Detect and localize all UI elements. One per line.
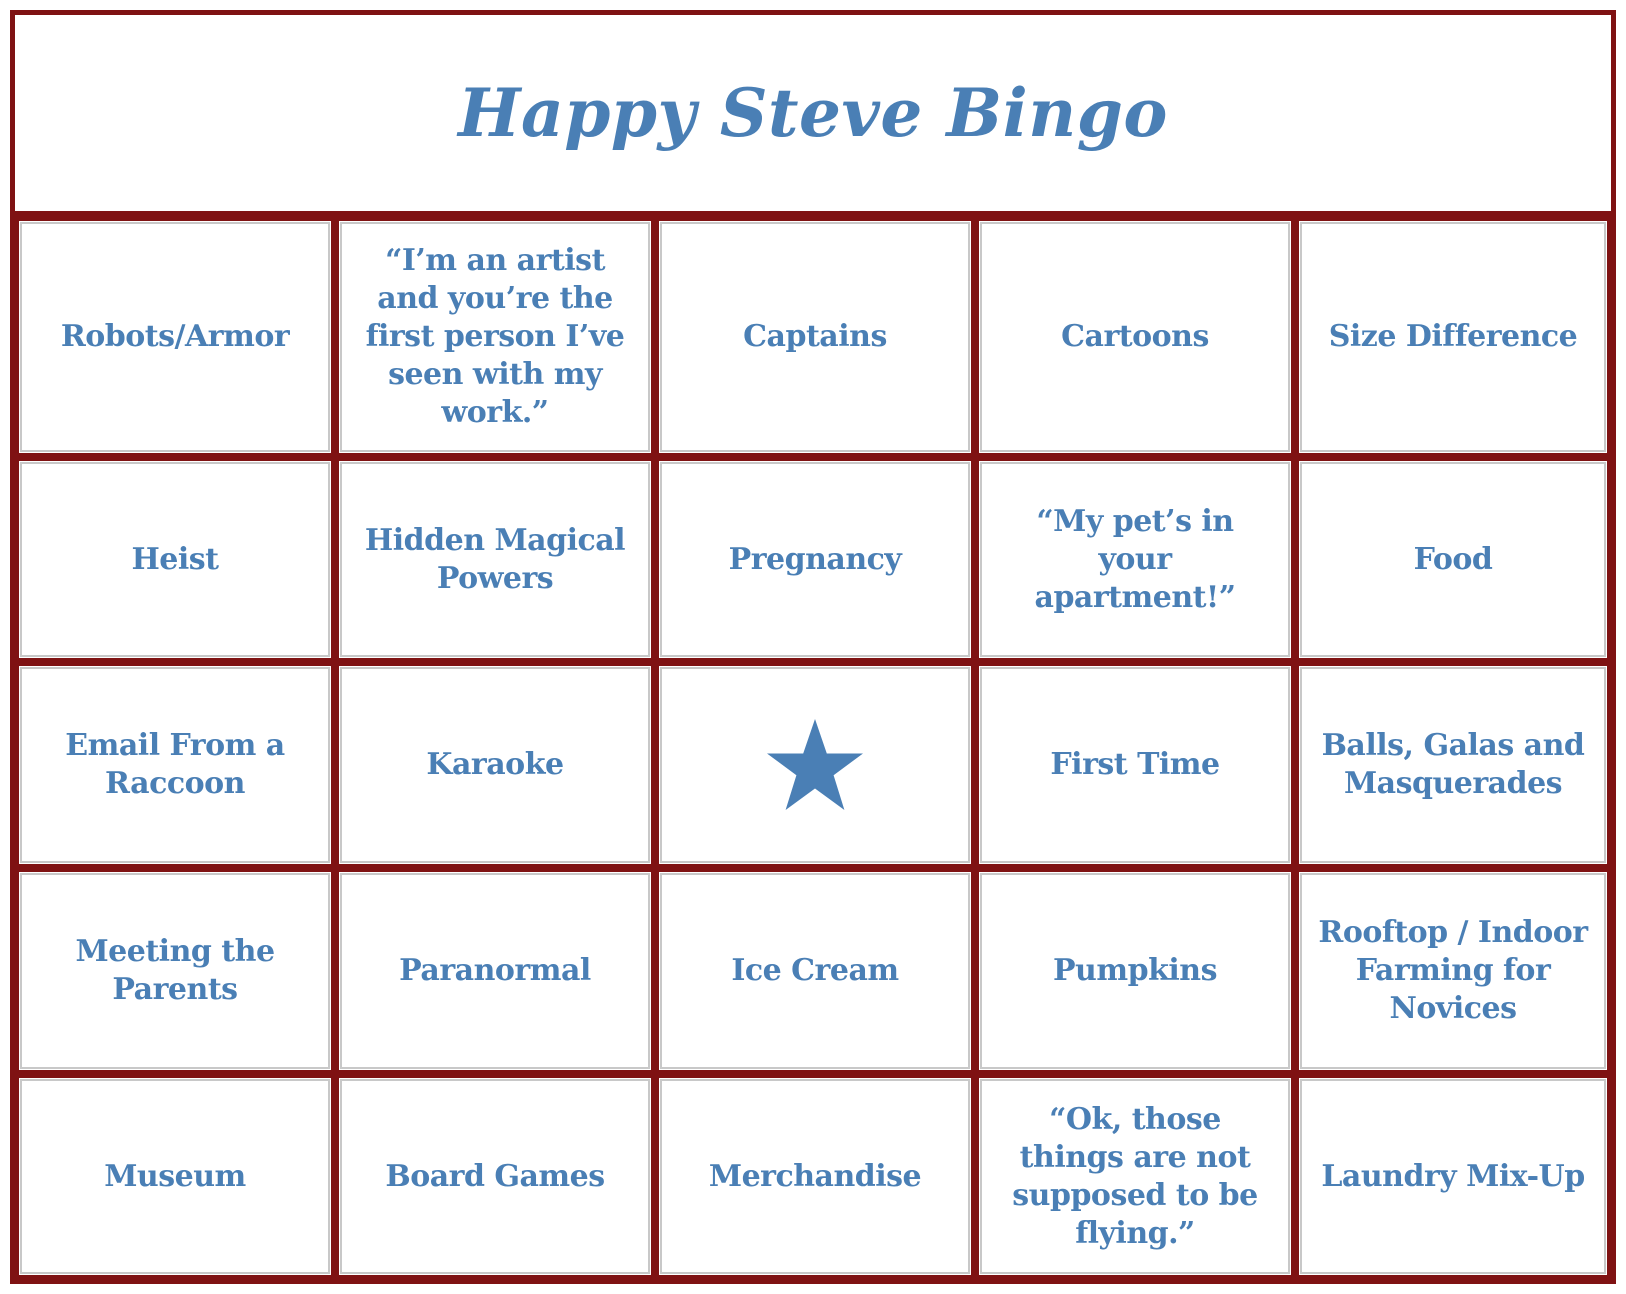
bingo-cell[interactable] — [1295, 662, 1611, 868]
bingo-cell[interactable] — [655, 217, 975, 457]
cell-label: Paranormal — [399, 953, 591, 988]
bingo-cell[interactable] — [15, 1074, 335, 1279]
cell-label: Heist — [131, 541, 219, 577]
bingo-cell[interactable] — [975, 868, 1295, 1074]
bingo-grid — [15, 217, 1611, 1279]
bingo-cell[interactable] — [335, 457, 655, 662]
page-title: Happy Steve Bingo — [458, 74, 1168, 152]
cell-label: Laundry Mix-Up — [1321, 1158, 1585, 1194]
cell-label: First Time — [1050, 747, 1220, 782]
cell-label: Karaoke — [426, 747, 564, 782]
bingo-cell[interactable] — [1295, 217, 1611, 457]
bingo-cell[interactable] — [335, 868, 655, 1074]
cell-label: Pregnancy — [728, 541, 902, 577]
bingo-cell[interactable] — [1295, 457, 1611, 662]
bingo-cell[interactable] — [15, 662, 335, 868]
cell-label: Cartoons — [1061, 319, 1209, 354]
bingo-cell[interactable] — [975, 662, 1295, 868]
cell-label: Robots/Armor — [60, 319, 290, 354]
cell-label: Board Games — [385, 1158, 605, 1194]
cell-label: “My pet’s in your apartment!” — [1034, 503, 1236, 615]
bingo-cell[interactable] — [975, 217, 1295, 457]
cell-label: Food — [1413, 541, 1493, 577]
cell-label: “I’m an artist and you’re the first person I’ve seen with my work.” — [365, 243, 625, 430]
title-box — [15, 15, 1611, 217]
bingo-cell[interactable] — [15, 868, 335, 1074]
bingo-cell[interactable] — [1295, 1074, 1611, 1279]
bingo-cell[interactable] — [655, 868, 975, 1074]
bingo-cell[interactable] — [975, 457, 1295, 662]
star-icon — [765, 715, 865, 815]
cell-label: Pumpkins — [1053, 953, 1217, 988]
cell-label: Balls, Galas and Masquerades — [1321, 728, 1585, 801]
bingo-cell[interactable] — [335, 217, 655, 457]
bingo-card — [10, 10, 1616, 1284]
cell-label: Ice Cream — [731, 953, 899, 988]
cell-label: Meeting the Parents — [75, 934, 275, 1007]
cell-label: Hidden Magical Powers — [364, 522, 626, 596]
cell-label: Size Difference — [1328, 319, 1578, 354]
cell-label: “Ok, those things are not supposed to be flying.” — [1012, 1101, 1258, 1251]
cell-label: Rooftop / Indoor Farming for Novices — [1318, 915, 1588, 1026]
cell-label: Museum — [104, 1158, 246, 1194]
free-space-cell[interactable] — [655, 662, 975, 868]
bingo-cell[interactable] — [975, 1074, 1295, 1279]
cell-label: Captains — [743, 319, 887, 354]
bingo-cell[interactable] — [655, 1074, 975, 1279]
bingo-cell[interactable] — [15, 217, 335, 457]
cell-label: Email From a Raccoon — [65, 728, 285, 801]
bingo-cell[interactable] — [15, 457, 335, 662]
bingo-cell[interactable] — [655, 457, 975, 662]
bingo-cell[interactable] — [1295, 868, 1611, 1074]
cell-label: Merchandise — [708, 1158, 922, 1194]
bingo-cell[interactable] — [335, 1074, 655, 1279]
bingo-cell[interactable] — [335, 662, 655, 868]
